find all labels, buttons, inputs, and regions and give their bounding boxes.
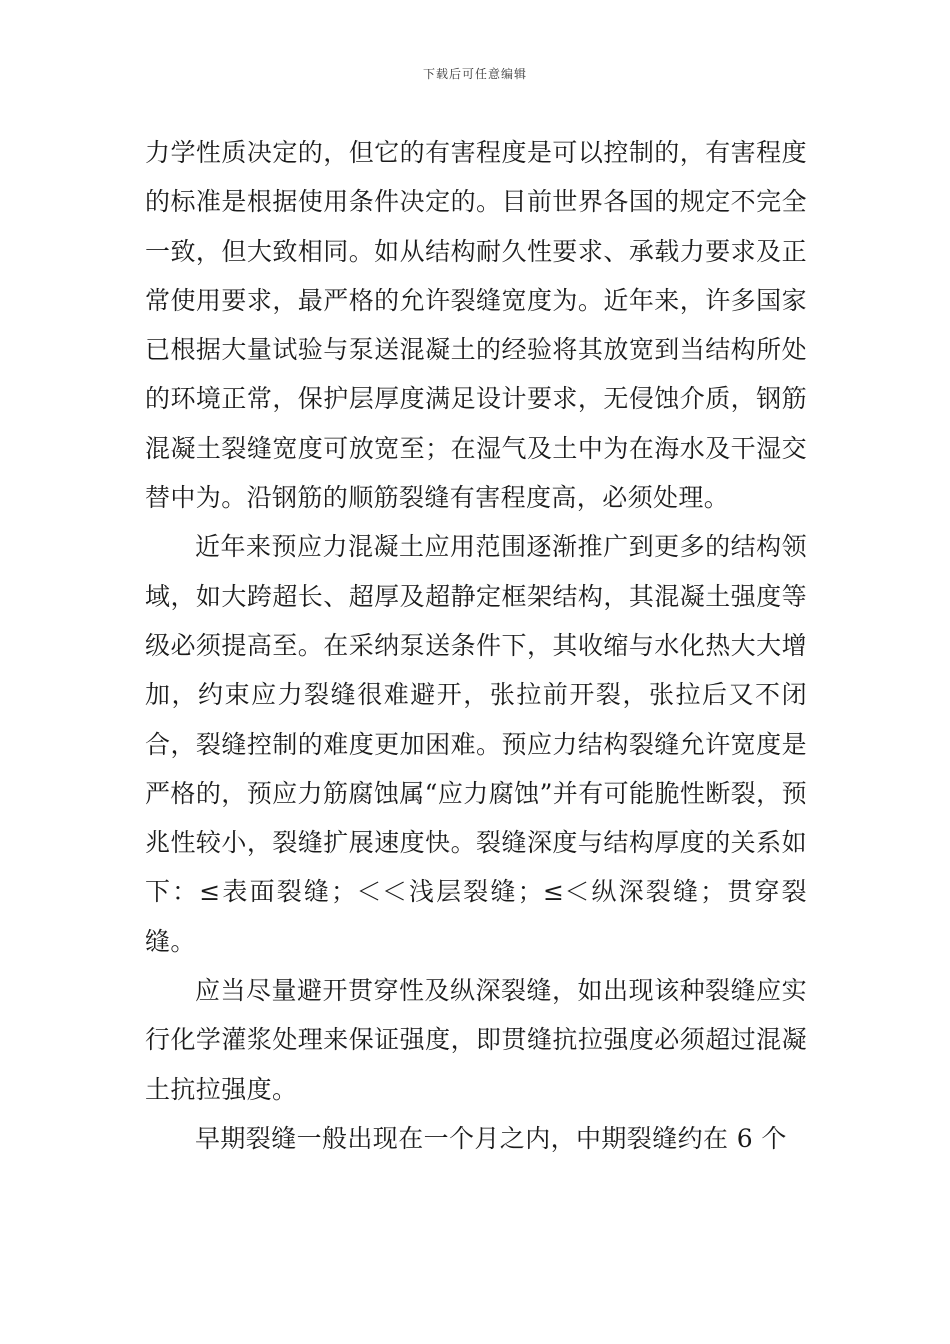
paragraph-crack-width-standards: 力学性质决定的，但它的有害程度是可以控制的，有害程度的标准是根据使用条件决定的。目前世界各国的规定不完全一致，但大致相同。如从结构耐久性要求、承载力要求及正常使用要求，最严格的允许裂缝宽度为。近年来，许多国家已根据大量试验与泵送混凝土的经验将其放宽到当结构所处的环境正常，保护层厚度满足设计要求，无侵蚀介质，钢筋混凝土裂缝宽度可放宽至；在湿气及土中为在海水及干湿交替中为。沿钢筋的顺筋裂缝有害程度高，必须处理。 — [145, 138, 807, 513]
paragraph-early-cracks: 早期裂缝一般出现在一个月之内，中期裂缝约在 6 个 — [195, 1123, 787, 1153]
document-body — [145, 128, 807, 1163]
paragraph-prestressed-concrete: 近年来预应力混凝土应用范围逐渐推广到更多的结构领域，如大跨超长、超厚及超静定框架结构，其混凝土强度等级必须提高至。在采纳泵送条件下，其收缩与水化热大大增加，约束应力裂缝很难避开，张拉前开裂，张拉后又不闭合，裂缝控制的难度更加困难。预应力结构裂缝允许宽度是严格的，预应力筋腐蚀属“应力腐蚀”并有可能脆性断裂，预兆性较小，裂缝扩展速度快。裂缝深度与结构厚度的关系如下：≤表面裂缝；＜＜浅层裂缝；≤＜纵深裂缝；贯穿裂缝。 — [145, 532, 807, 956]
page-header-note: 下载后可任意编辑 — [422, 67, 527, 81]
paragraph-avoid-through-cracks: 应当尽量避开贯穿性及纵深裂缝，如出现该种裂缝应实行化学灌浆处理来保证强度，即贯缝抗拉强度必须超过混凝土抗拉强度。 — [145, 976, 807, 1104]
